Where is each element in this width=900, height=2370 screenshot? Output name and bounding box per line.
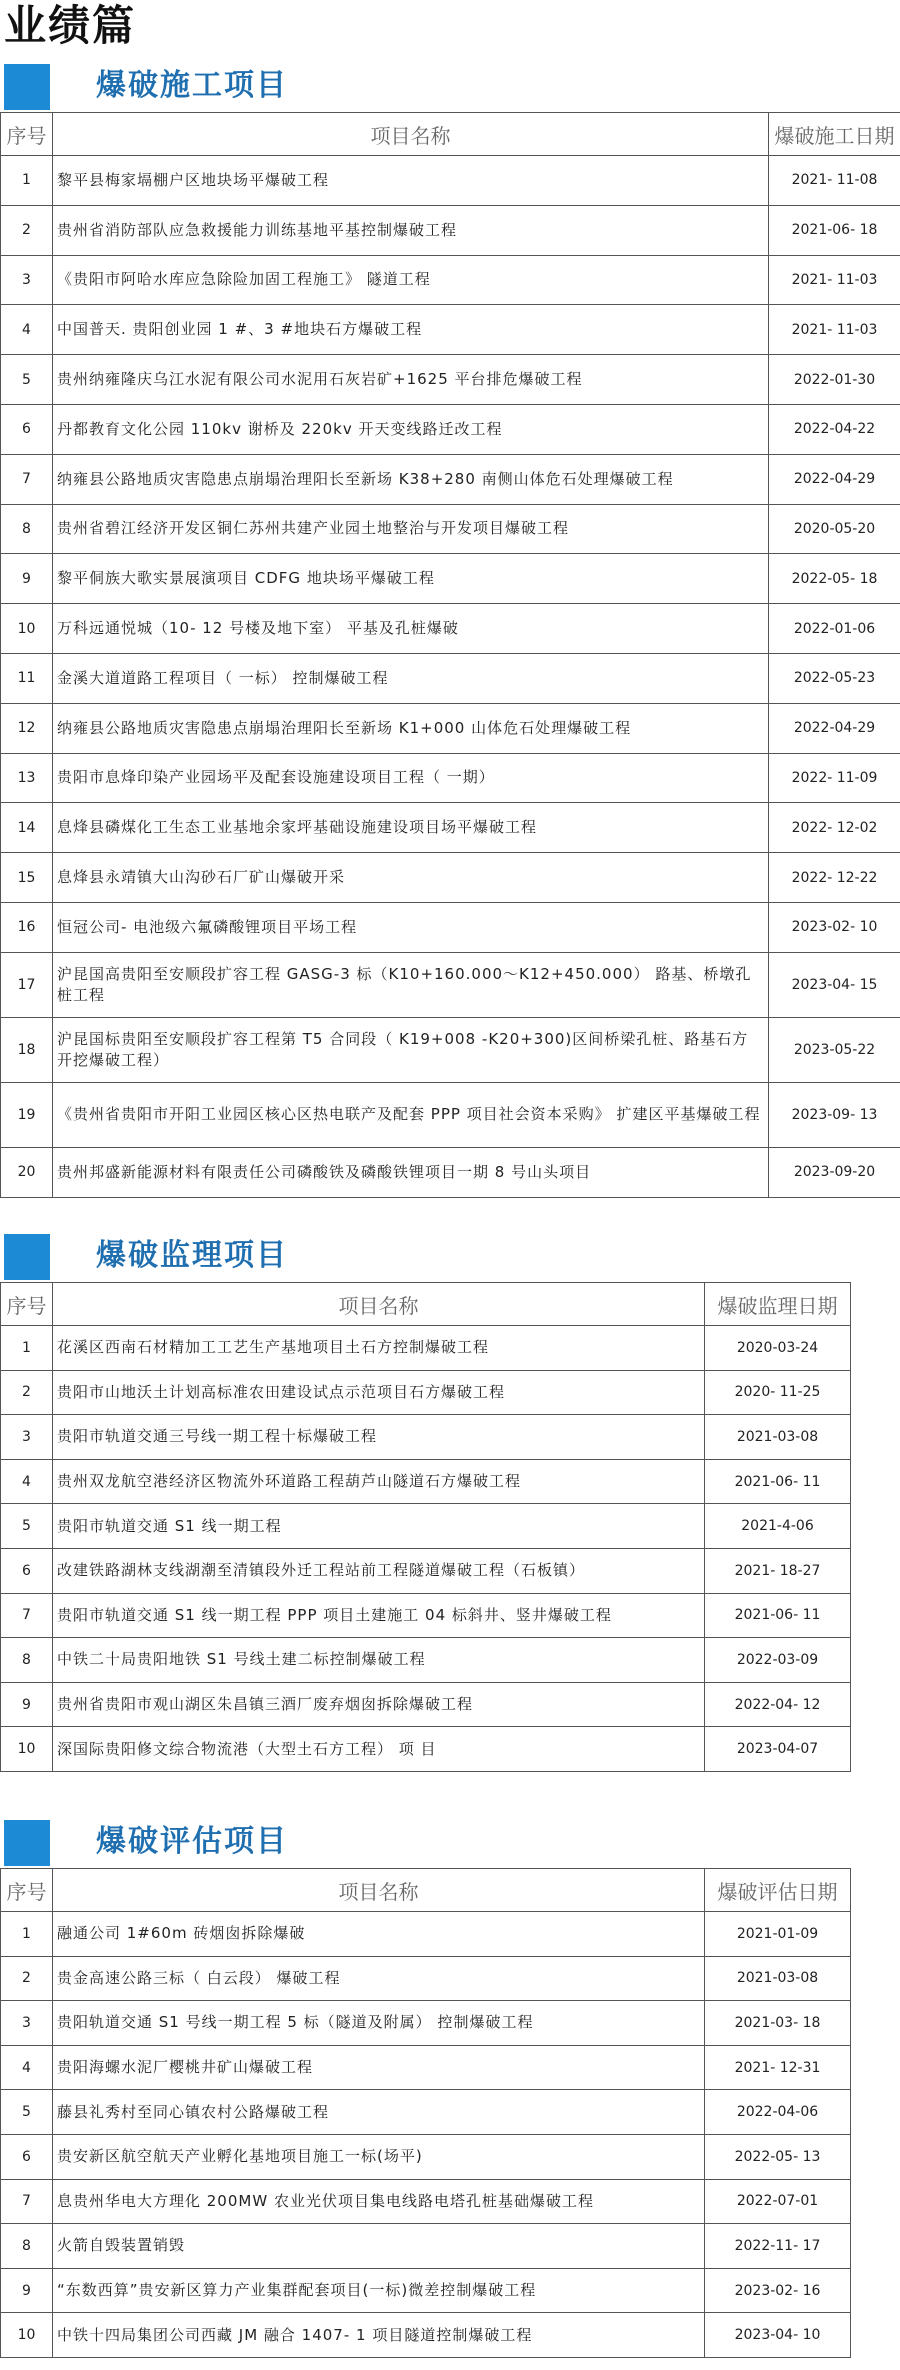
row-index: 8	[1, 2224, 53, 2269]
row-project-name: 恒冠公司- 电池级六氟磷酸锂项目平场工程	[53, 902, 769, 952]
row-project-name: 息贵州华电大方理化 200MW 农业光伏项目集电线路电塔孔桩基础爆破工程	[53, 2179, 705, 2224]
table-row	[1, 2224, 851, 2269]
row-index: 5	[1, 1504, 53, 1549]
row-index: 6	[1, 404, 53, 454]
row-date: 2023-04-07	[705, 1727, 851, 1772]
row-project-name: 融通公司 1#60m 砖烟囱拆除爆破	[53, 1912, 705, 1957]
row-index: 7	[1, 2179, 53, 2224]
row-date: 2022-11- 17	[705, 2224, 851, 2269]
section-marker-block	[4, 64, 50, 110]
row-index: 6	[1, 1548, 53, 1593]
row-index: 2	[1, 205, 53, 255]
construction-projects-table	[0, 112, 900, 1198]
table-row	[1, 1727, 851, 1772]
section-title: 爆破施工项目	[96, 68, 288, 103]
row-index: 4	[1, 2045, 53, 2090]
table-row	[1, 2313, 851, 2358]
table-row	[1, 1548, 851, 1593]
row-date: 2021-06- 18	[769, 205, 900, 255]
section-header	[0, 60, 900, 112]
row-index: 2	[1, 1370, 53, 1415]
table-row	[1, 1415, 851, 1460]
row-date: 2021- 11-08	[769, 156, 900, 206]
section-title: 爆破监理项目	[96, 1238, 288, 1273]
row-index: 4	[1, 1459, 53, 1504]
row-date: 2022-01-06	[769, 604, 900, 654]
table-row	[1, 355, 900, 405]
section-header	[0, 1230, 851, 1282]
header-index: 序号	[1, 113, 53, 156]
table-row	[1, 1082, 900, 1147]
row-date: 2022-05- 18	[769, 554, 900, 604]
section-marker-block	[4, 1234, 50, 1280]
table-row	[1, 1912, 851, 1957]
row-project-name: 纳雍县公路地质灾害隐患点崩塌治理阳长至新场 K1+000 山体危石处理爆破工程	[53, 703, 769, 753]
row-index: 2	[1, 1956, 53, 2001]
row-date: 2021-06- 11	[705, 1459, 851, 1504]
supervision-projects-section	[0, 1230, 851, 1772]
table-row	[1, 1956, 851, 2001]
row-index: 8	[1, 1638, 53, 1683]
row-project-name: 贵州省碧江经济开发区铜仁苏州共建产业园土地整治与开发项目爆破工程	[53, 504, 769, 554]
row-project-name: 中铁十四局集团公司西藏 JM 融合 1407- 1 项目隧道控制爆破工程	[53, 2313, 705, 2358]
row-index: 5	[1, 355, 53, 405]
table-row	[1, 305, 900, 355]
header-date: 爆破评估日期	[705, 1869, 851, 1912]
row-date: 2022-05-23	[769, 653, 900, 703]
row-date: 2022-07-01	[705, 2179, 851, 2224]
row-index: 17	[1, 952, 53, 1017]
row-date: 2021-4-06	[705, 1504, 851, 1549]
table-row	[1, 1326, 851, 1371]
table-row	[1, 604, 900, 654]
table-header-row	[1, 1869, 851, 1912]
table-row	[1, 1459, 851, 1504]
row-date: 2022- 12-22	[769, 853, 900, 903]
construction-projects-section	[0, 60, 900, 1198]
row-index: 3	[1, 1415, 53, 1460]
row-date: 2020- 11-25	[705, 1370, 851, 1415]
row-project-name: 贵州省消防部队应急救援能力训练基地平基控制爆破工程	[53, 205, 769, 255]
row-project-name: 贵阳轨道交通 S1 号线一期工程 5 标（隧道及附属） 控制爆破工程	[53, 2001, 705, 2046]
row-index: 9	[1, 554, 53, 604]
row-index: 8	[1, 504, 53, 554]
row-project-name: 贵金高速公路三标（ 白云段） 爆破工程	[53, 1956, 705, 2001]
row-index: 7	[1, 454, 53, 504]
row-index: 18	[1, 1017, 53, 1082]
row-date: 2022-04-06	[705, 2090, 851, 2135]
table-row	[1, 1017, 900, 1082]
row-project-name: 藤县礼秀村至同心镇农村公路爆破工程	[53, 2090, 705, 2135]
table-row	[1, 504, 900, 554]
row-project-name: “东数西算”贵安新区算力产业集群配套项目(一标)微差控制爆破工程	[53, 2268, 705, 2313]
row-project-name: 黎平县梅家塥棚户区地块场平爆破工程	[53, 156, 769, 206]
header-date: 爆破监理日期	[705, 1283, 851, 1326]
row-index: 11	[1, 653, 53, 703]
row-index: 10	[1, 1727, 53, 1772]
row-index: 10	[1, 604, 53, 654]
table-row	[1, 2045, 851, 2090]
row-index: 19	[1, 1082, 53, 1147]
row-date: 2021- 11-03	[769, 255, 900, 305]
table-row	[1, 404, 900, 454]
row-project-name: 沪昆国高贵阳至安顺段扩容工程 GASG-3 标（K10+160.000～K12+450.000） 路基、桥墩孔桩工程	[53, 952, 769, 1017]
row-project-name: 贵阳市轨道交通 S1 线一期工程 PPP 项目土建施工 04 标斜井、竖井爆破工程	[53, 1593, 705, 1638]
row-index: 9	[1, 2268, 53, 2313]
table-row	[1, 554, 900, 604]
row-date: 2021-03- 18	[705, 2001, 851, 2046]
row-index: 10	[1, 2313, 53, 2358]
table-row	[1, 2179, 851, 2224]
section-marker-block	[4, 1820, 50, 1866]
row-index: 3	[1, 255, 53, 305]
row-project-name: 贵州省贵阳市观山湖区朱昌镇三酒厂废弃烟囱拆除爆破工程	[53, 1682, 705, 1727]
row-date: 2023-02- 16	[705, 2268, 851, 2313]
row-date: 2022-05- 13	[705, 2134, 851, 2179]
row-index: 20	[1, 1147, 53, 1197]
table-row	[1, 1682, 851, 1727]
row-date: 2021-06- 11	[705, 1593, 851, 1638]
row-project-name: 息烽县磷煤化工生态工业基地余家坪基础设施建设项目场平爆破工程	[53, 803, 769, 853]
row-project-name: 贵州双龙航空港经济区物流外环道路工程葫芦山隧道石方爆破工程	[53, 1459, 705, 1504]
row-date: 2023-09- 13	[769, 1082, 900, 1147]
row-date: 2023-02- 10	[769, 902, 900, 952]
row-date: 2023-04- 10	[705, 2313, 851, 2358]
header-date: 爆破施工日期	[769, 113, 900, 156]
table-row	[1, 2090, 851, 2135]
header-project-name: 项目名称	[53, 1283, 705, 1326]
row-index: 5	[1, 2090, 53, 2135]
row-date: 2021- 12-31	[705, 2045, 851, 2090]
row-index: 1	[1, 156, 53, 206]
row-date: 2022-01-30	[769, 355, 900, 405]
table-header-row	[1, 113, 900, 156]
row-date: 2020-05-20	[769, 504, 900, 554]
table-row	[1, 753, 900, 803]
table-row	[1, 853, 900, 903]
row-index: 1	[1, 1912, 53, 1957]
table-row	[1, 703, 900, 753]
row-date: 2022-04-29	[769, 454, 900, 504]
section-title: 爆破评估项目	[96, 1824, 288, 1859]
row-date: 2023-05-22	[769, 1017, 900, 1082]
row-project-name: 丹都教育文化公园 110kv 谢桥及 220kv 开天变线路迁改工程	[53, 404, 769, 454]
page-title: 业绩篇	[4, 1, 137, 50]
section-header	[0, 1816, 851, 1868]
row-project-name: 贵安新区航空航天产业孵化基地项目施工一标(场平)	[53, 2134, 705, 2179]
table-row	[1, 1638, 851, 1683]
row-date: 2023-09-20	[769, 1147, 900, 1197]
table-row	[1, 2134, 851, 2179]
table-row	[1, 952, 900, 1017]
row-date: 2021- 11-03	[769, 305, 900, 355]
row-project-name: 贵州邦盛新能源材料有限责任公司磷酸铁及磷酸铁锂项目一期 8 号山头项目	[53, 1147, 769, 1197]
row-project-name: 贵阳市轨道交通 S1 线一期工程	[53, 1504, 705, 1549]
row-project-name: 花溪区西南石材精加工工艺生产基地项目土石方控制爆破工程	[53, 1326, 705, 1371]
row-index: 4	[1, 305, 53, 355]
row-project-name: 沪昆国标贵阳至安顺段扩容工程第 T5 合同段（ K19+008 -K20+300)区间桥梁孔桩、路基石方开挖爆破工程）	[53, 1017, 769, 1082]
table-row	[1, 1370, 851, 1415]
row-index: 15	[1, 853, 53, 903]
header-index: 序号	[1, 1283, 53, 1326]
row-project-name: 中铁二十局贵阳地铁 S1 号线土建二标控制爆破工程	[53, 1638, 705, 1683]
row-project-name: 贵阳市山地沃土计划高标准农田建设试点示范项目石方爆破工程	[53, 1370, 705, 1415]
assessment-projects-section	[0, 1816, 851, 2358]
header-index: 序号	[1, 1869, 53, 1912]
row-date: 2022- 11-09	[769, 753, 900, 803]
table-header-row	[1, 1283, 851, 1326]
table-row	[1, 156, 900, 206]
row-project-name: 贵州纳雍隆庆乌江水泥有限公司水泥用石灰岩矿+1625 平台排危爆破工程	[53, 355, 769, 405]
row-index: 14	[1, 803, 53, 853]
row-date: 2022- 12-02	[769, 803, 900, 853]
table-row	[1, 653, 900, 703]
row-project-name: 息烽县永靖镇大山沟砂石厂矿山爆破开采	[53, 853, 769, 903]
table-row	[1, 1147, 900, 1197]
row-date: 2022-04- 12	[705, 1682, 851, 1727]
row-index: 16	[1, 902, 53, 952]
row-index: 6	[1, 2134, 53, 2179]
row-index: 12	[1, 703, 53, 753]
assessment-projects-table	[0, 1868, 851, 2358]
row-index: 13	[1, 753, 53, 803]
table-row	[1, 205, 900, 255]
row-date: 2022-04-22	[769, 404, 900, 454]
table-row	[1, 2268, 851, 2313]
row-project-name: 火箭自毁装置销毁	[53, 2224, 705, 2269]
row-index: 3	[1, 2001, 53, 2046]
row-project-name: 纳雍县公路地质灾害隐患点崩塌治理阳长至新场 K38+280 南侧山体危石处理爆破工程	[53, 454, 769, 504]
row-project-name: 万科远通悦城（10- 12 号楼及地下室） 平基及孔桩爆破	[53, 604, 769, 654]
row-project-name: 贵阳市息烽印染产业园场平及配套设施建设项目工程（ 一期）	[53, 753, 769, 803]
table-row	[1, 902, 900, 952]
row-date: 2021-03-08	[705, 1956, 851, 2001]
row-project-name: 改建铁路湖林支线湖潮至清镇段外迁工程站前工程隧道爆破工程（石板镇）	[53, 1548, 705, 1593]
table-row	[1, 255, 900, 305]
row-project-name: 贵阳市轨道交通三号线一期工程十标爆破工程	[53, 1415, 705, 1460]
header-project-name: 项目名称	[53, 1869, 705, 1912]
row-index: 1	[1, 1326, 53, 1371]
table-row	[1, 1593, 851, 1638]
row-index: 7	[1, 1593, 53, 1638]
table-row	[1, 2001, 851, 2046]
supervision-projects-table	[0, 1282, 851, 1772]
table-row	[1, 454, 900, 504]
row-date: 2022-03-09	[705, 1638, 851, 1683]
row-date: 2023-04- 15	[769, 952, 900, 1017]
table-row	[1, 803, 900, 853]
row-project-name: 《贵州省贵阳市开阳工业园区核心区热电联产及配套 PPP 项目社会资本采购》 扩建区平基爆破工程	[53, 1082, 769, 1147]
row-project-name: 《贵阳市阿哈水库应急除险加固工程施工》 隧道工程	[53, 255, 769, 305]
row-index: 9	[1, 1682, 53, 1727]
header-project-name: 项目名称	[53, 113, 769, 156]
row-date: 2021-03-08	[705, 1415, 851, 1460]
row-date: 2021- 18-27	[705, 1548, 851, 1593]
table-row	[1, 1504, 851, 1549]
row-date: 2020-03-24	[705, 1326, 851, 1371]
row-project-name: 金溪大道道路工程项目（ 一标） 控制爆破工程	[53, 653, 769, 703]
row-project-name: 中国普天. 贵阳创业园 1 #、3 #地块石方爆破工程	[53, 305, 769, 355]
row-project-name: 黎平侗族大歌实景展演项目 CDFG 地块场平爆破工程	[53, 554, 769, 604]
row-project-name: 深国际贵阳修文综合物流港（大型土石方工程） 项 目	[53, 1727, 705, 1772]
row-date: 2021-01-09	[705, 1912, 851, 1957]
row-project-name: 贵阳海螺水泥厂樱桃井矿山爆破工程	[53, 2045, 705, 2090]
row-date: 2022-04-29	[769, 703, 900, 753]
